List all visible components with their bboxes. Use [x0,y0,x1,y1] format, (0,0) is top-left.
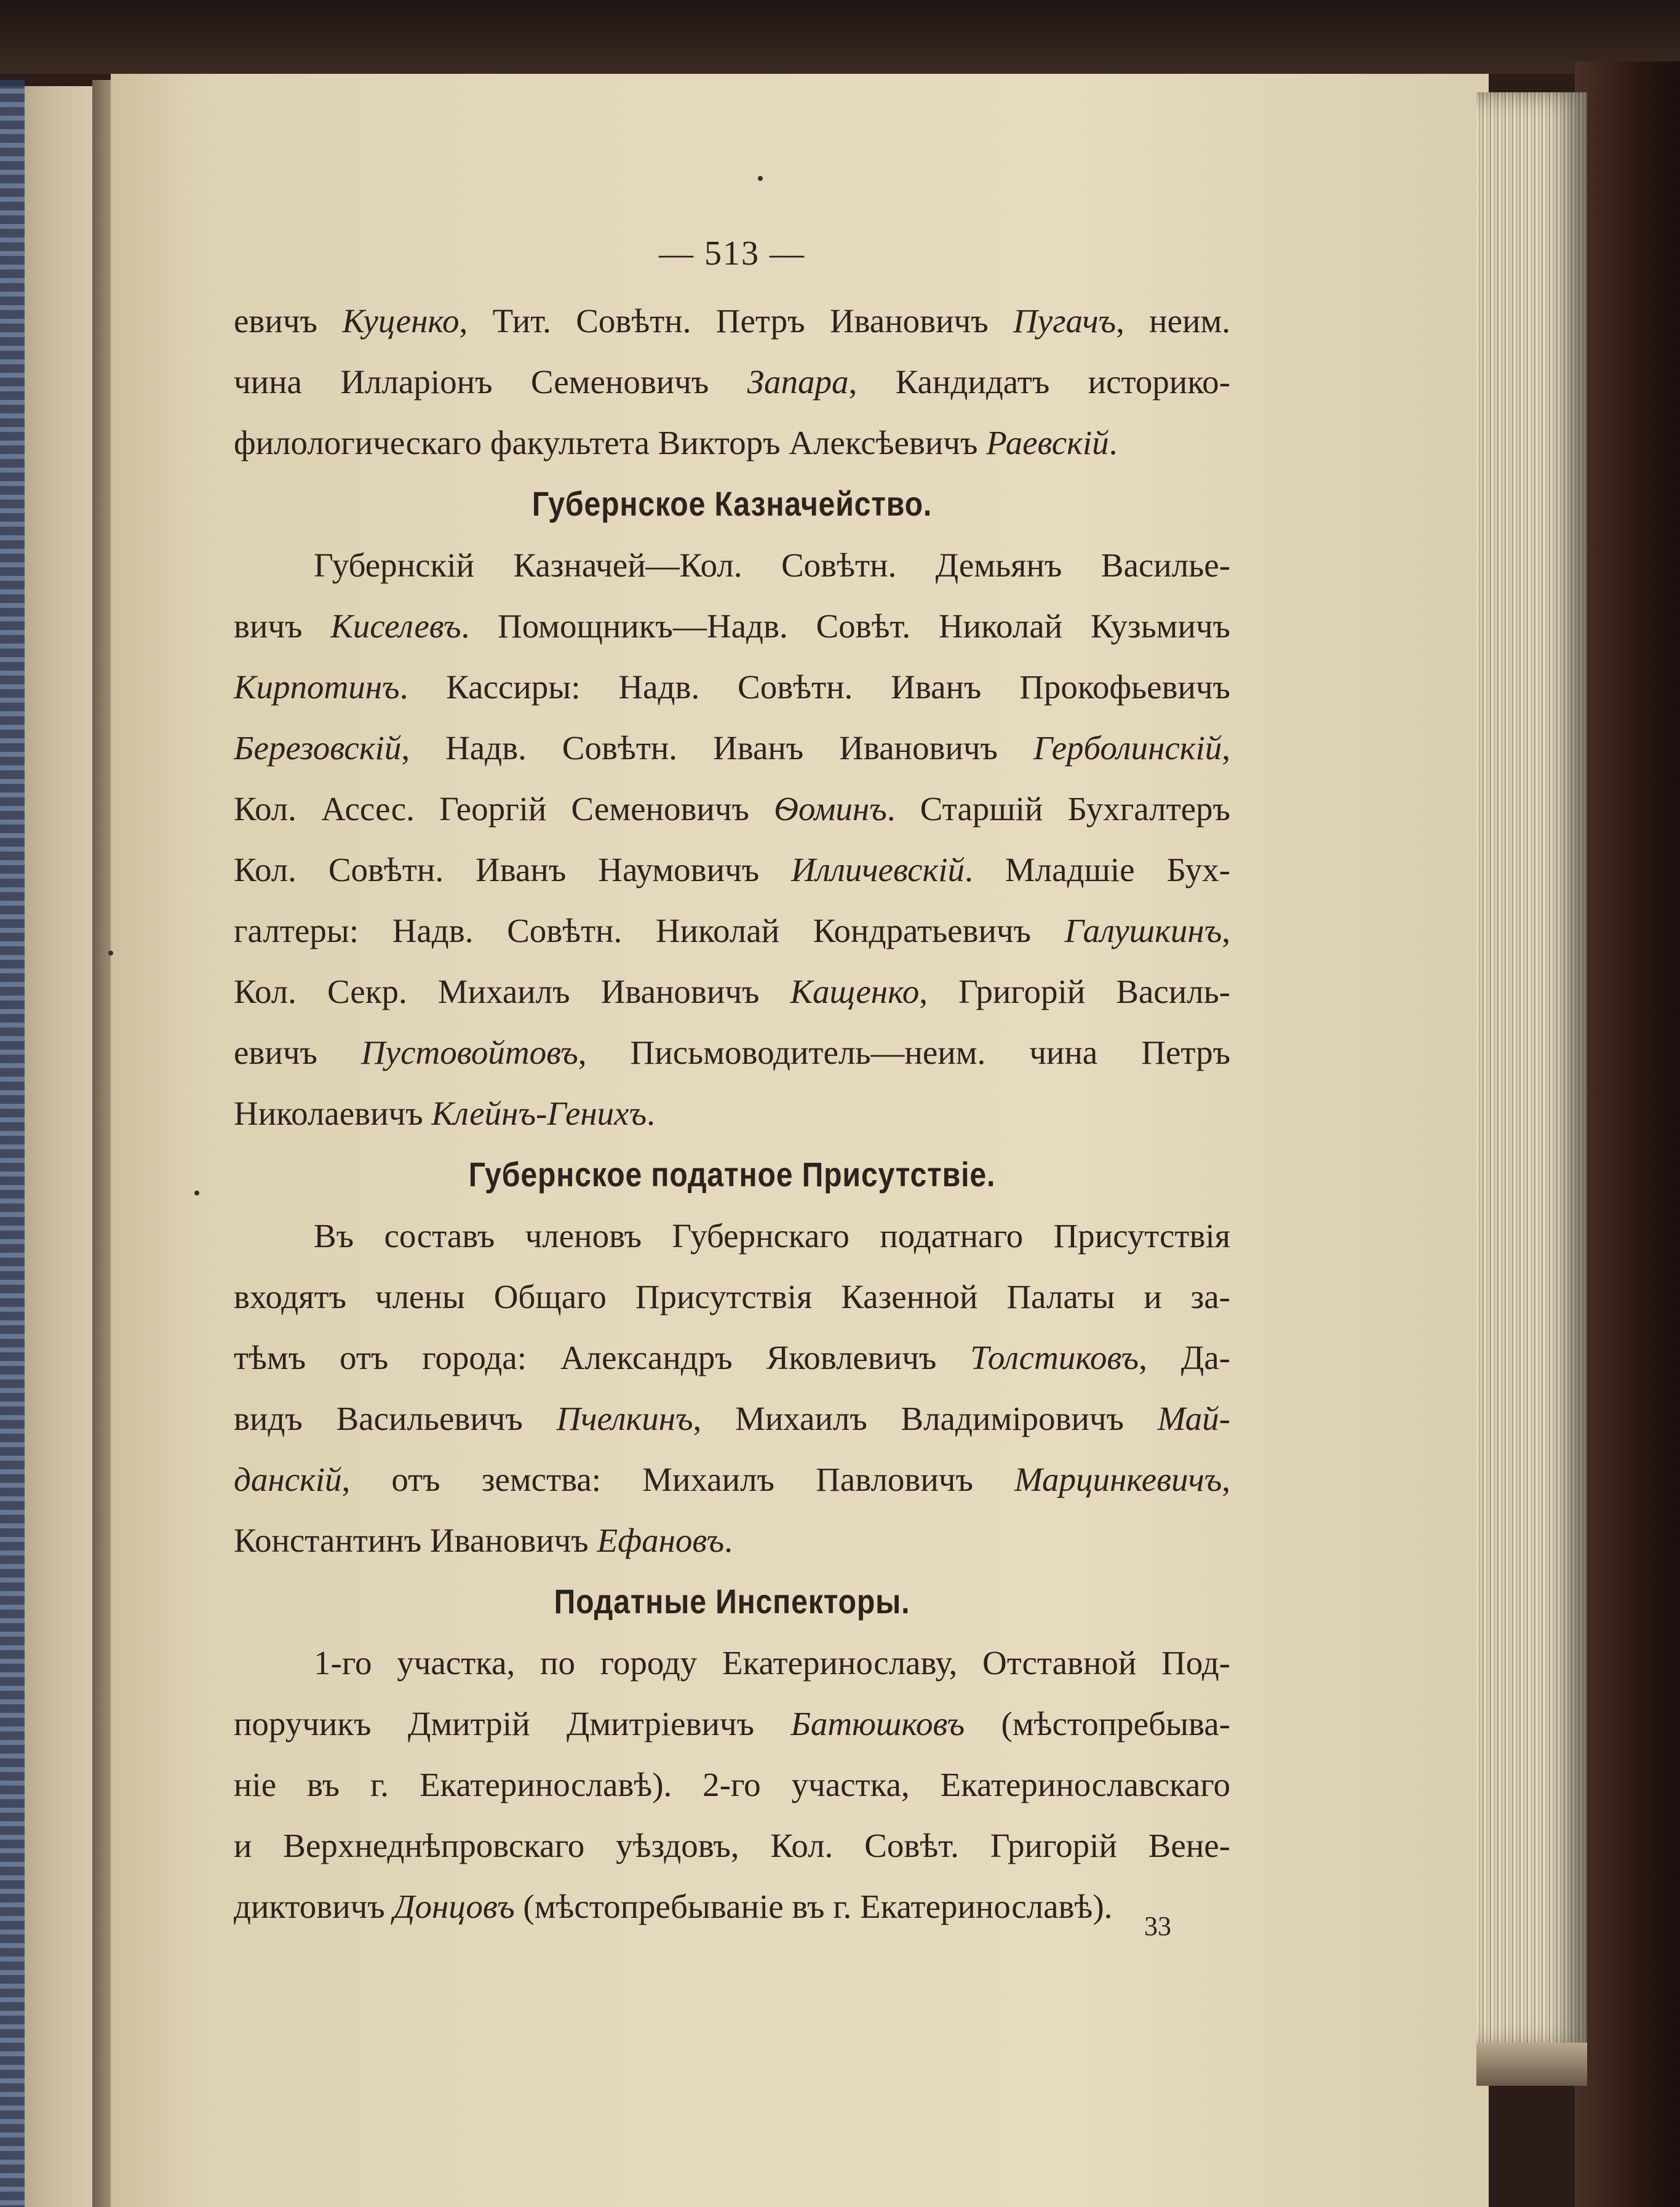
text-run: , [1222,1461,1230,1498]
italic-name: Марцинкевичъ [1014,1461,1222,1498]
text-line [234,596,1230,657]
italic-name: Пугачъ [1013,302,1117,340]
text-run: вичъ [234,607,331,645]
italic-name: Пчелкинъ [556,1400,693,1437]
text-run: , Михаилъ Владиміровичъ [693,1400,1158,1437]
text-run: (мѣстопребыва- [965,1705,1230,1742]
text-run: евичъ [234,302,343,340]
text-line [234,1510,1230,1571]
italic-name: Раевскій [986,424,1109,461]
book-cover-edge [1575,62,1680,2207]
text-line [234,839,1230,900]
text-line [234,778,1230,839]
text-line [234,717,1230,778]
text-line [234,1266,1230,1327]
italic-name: Куценко [342,302,460,340]
text-run: , неим. [1116,302,1231,340]
text-run: . Старшій Бухгалтеръ [886,790,1230,828]
text-run: видъ Васильевичъ [234,1400,557,1437]
italic-name: Березовскій [234,729,402,767]
text-run: ніе въ г. Екатеринославѣ). 2-го участка, Екатеринославскаго [234,1766,1230,1803]
left-cover-edge [0,80,25,2207]
page-stack-edges [1476,92,1587,2049]
text-line [234,1754,1230,1815]
section-heading: Губернское податное Присутствіе. [468,1155,996,1194]
text-run: , [1222,729,1230,767]
italic-name: Киселевъ [330,607,461,645]
italic-name: Толстиковъ [970,1339,1139,1376]
text-run: тѣмъ отъ города: Александръ Яковлевичъ [234,1339,971,1376]
text-run: Кол. Ассес. Георгій Семеновичъ [234,790,774,828]
text-run: евичъ [234,1034,361,1071]
text-line [234,1449,1230,1510]
text-line [234,1022,1230,1083]
ink-speck [758,176,763,181]
text-line [234,900,1230,961]
text-line [234,1693,1230,1754]
text-line [234,535,1230,596]
text-run: . [1109,424,1118,461]
text-run: , Григорій Василь- [919,973,1230,1010]
text-run: . Младшіе Бух- [965,851,1230,888]
text-line [234,412,1230,473]
italic-name: Запара [747,363,849,401]
text-run: галтеры: Надв. Совѣтн. Николай Кондратьевичъ [234,912,1065,949]
text-line [234,1327,1230,1388]
text-run: входятъ члены Общаго Присутствія Казенной Палаты и за- [234,1278,1230,1315]
text-line [234,1815,1230,1876]
text-line [234,961,1230,1022]
text-run: Кол. Секр. Михаилъ Ивановичъ [234,973,790,1010]
italic-name: Галушкинъ [1064,912,1222,949]
page-stack-bottom [1476,2043,1587,2086]
text-run: Константинъ Ивановичъ [234,1522,597,1559]
text-run: . Кассиры: Надв. Совѣтн. Иванъ Прокофьевичъ [399,668,1230,706]
section-heading: Податные Инспекторы. [554,1582,910,1621]
italic-name: Май- [1157,1400,1230,1437]
scanner-background [0,0,1680,74]
text-line [234,657,1230,717]
signature-mark: 33 [1144,1911,1171,1941]
italic-name: Пустовойтовъ [360,1034,578,1071]
text-run: , [1222,912,1230,949]
text-run: филологическаго факультета Викторъ Алексѣевичъ [234,424,987,461]
text-run: 1-го участка, по городу Екатеринославу, Отставной Под- [314,1644,1230,1682]
text-run: , Письмоводитель—неим. чина Петръ [578,1034,1231,1071]
text-line [234,290,1230,351]
text-line [234,1083,1230,1144]
text-run: Губернскій Казначей—Кол. Совѣтн. Демьянъ Василье- [314,546,1230,584]
text-line [234,1632,1230,1693]
text-run: (мѣстопребываніе въ г. Екатеринославѣ). [514,1888,1113,1925]
text-run: , отъ земства: Михаилъ Павловичъ [341,1461,1014,1498]
italic-name: Донцовъ [393,1888,515,1925]
italic-name: Батюшковъ [790,1705,965,1742]
page-content [234,234,1230,1937]
ink-speck [108,951,113,956]
text-run: диктовичъ [234,1888,394,1925]
page-number: — 513 — [659,234,805,273]
text-run: . [647,1095,655,1132]
italic-name: Илличевскій [791,851,965,888]
section-heading: Губернское Казначейство. [531,484,933,523]
italic-name: Кирпотинъ [234,668,400,706]
text-body [234,290,1230,1937]
text-run: чина Илларіонъ Семеновичъ [234,363,747,401]
text-run: , Кандидатъ историко- [848,363,1230,401]
text-run: поручикъ Дмитрій Дмитріевичъ [234,1705,791,1742]
text-line [234,351,1230,412]
text-run: Николаевичъ [234,1095,432,1132]
italic-name: Ефановъ [597,1522,725,1559]
text-run: и Верхнеднѣпровскаго уѣздовъ, Кол. Совѣт. Григорій Вене- [234,1827,1230,1864]
text-line [234,1388,1230,1449]
text-run: . Помощникъ—Надв. Совѣт. Николай Кузьмичъ [461,607,1231,645]
text-run: , Тит. Совѣтн. Петръ Ивановичъ [459,302,1013,340]
ink-speck [194,1191,199,1195]
italic-name: Герболинскій [1033,729,1222,767]
italic-name: Клейнъ-Гениxъ [431,1095,647,1132]
text-run: Кол. Совѣтн. Иванъ Наумовичъ [234,851,792,888]
text-run: , Надв. Совѣтн. Иванъ Ивановичъ [401,729,1033,767]
italic-name: Ѳоминъ [774,790,887,828]
text-line [234,1205,1230,1266]
text-line [234,1876,1230,1937]
text-run: . [724,1522,733,1559]
italic-name: Кащенко [790,973,920,1010]
text-run: Въ составъ членовъ Губернскаго податнаго Присутствія [314,1217,1230,1255]
italic-name: данскій [234,1461,342,1498]
text-run: , Да- [1139,1339,1230,1376]
